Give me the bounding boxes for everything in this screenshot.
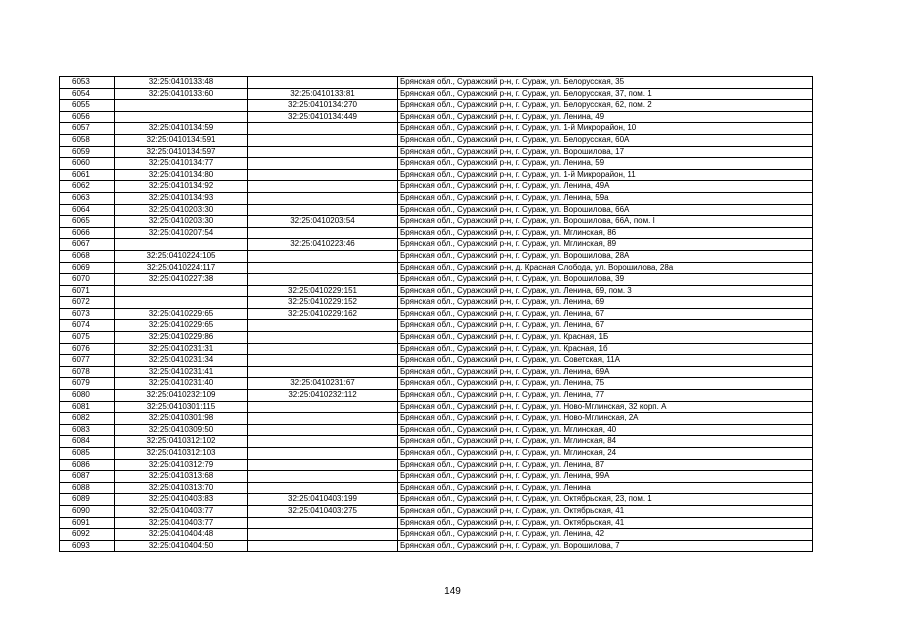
parcel-number-cell: 32:25:0410403:77 [115, 517, 248, 529]
premises-number-cell [248, 401, 398, 413]
row-number-cell: 6060 [60, 158, 115, 170]
premises-number-cell: 32:25:0410133:81 [248, 88, 398, 100]
address-cell: Брянская обл., Суражский р-н, г. Сураж, ул. Ленина, 87 [398, 459, 813, 471]
premises-number-cell [248, 471, 398, 483]
row-number-cell: 6092 [60, 529, 115, 541]
table-row [60, 181, 813, 193]
premises-number-cell [248, 529, 398, 541]
row-number-cell: 6077 [60, 355, 115, 367]
address-cell: Брянская обл., Суражский р-н, г. Сураж, ул. Ворошилова, 66А, пом. I [398, 216, 813, 228]
premises-number-cell: 32:25:0410231:67 [248, 378, 398, 390]
table-row [60, 100, 813, 112]
table-row [60, 158, 813, 170]
table-row [60, 274, 813, 286]
table-row [60, 343, 813, 355]
row-number-cell: 6059 [60, 146, 115, 158]
address-cell: Брянская обл., Суражский р-н, г. Сураж, ул. Белорусская, 60А [398, 134, 813, 146]
parcel-number-cell [115, 297, 248, 309]
address-cell: Брянская обл., Суражский р-н, г. Сураж, ул. Ленина, 69, пом. 3 [398, 285, 813, 297]
address-cell: Брянская обл., Суражский р-н, г. Сураж, ул. Ворошилова, 17 [398, 146, 813, 158]
address-cell: Брянская обл., Суражский р-н, г. Сураж, ул. Советская, 11А [398, 355, 813, 367]
parcel-number-cell: 32:25:0410232:109 [115, 390, 248, 402]
table-row [60, 239, 813, 251]
address-cell: Брянская обл., Суражский р-н, г. Сураж, ул. Мглинская, 40 [398, 424, 813, 436]
row-number-cell: 6084 [60, 436, 115, 448]
table-row [60, 77, 813, 89]
row-number-cell: 6089 [60, 494, 115, 506]
address-cell: Брянская обл., Суражский р-н, г. Сураж, ул. Ворошилова, 7 [398, 540, 813, 552]
row-number-cell: 6062 [60, 181, 115, 193]
address-cell: Брянская обл., Суражский р-н, г. Сураж, ул. Ново-Мглинская, 32 корп. А [398, 401, 813, 413]
table-row [60, 355, 813, 367]
row-number-cell: 6073 [60, 308, 115, 320]
row-number-cell: 6058 [60, 134, 115, 146]
premises-number-cell: 32:25:0410229:151 [248, 285, 398, 297]
parcel-number-cell: 32:25:0410312:103 [115, 448, 248, 460]
address-cell: Брянская обл., Суражский р-н, г. Сураж, ул. Белорусская, 62, пом. 2 [398, 100, 813, 112]
row-number-cell: 6081 [60, 401, 115, 413]
table-row [60, 401, 813, 413]
parcel-number-cell: 32:25:0410403:77 [115, 505, 248, 517]
address-cell: Брянская обл., Суражский р-н, г. Сураж, ул. Ворошилова, 66А [398, 204, 813, 216]
table-row [60, 517, 813, 529]
table-body [60, 77, 813, 552]
table-row [60, 413, 813, 425]
row-number-cell: 6074 [60, 320, 115, 332]
premises-number-cell: 32:25:0410203:54 [248, 216, 398, 228]
parcel-number-cell: 32:25:0410229:65 [115, 320, 248, 332]
address-cell: Брянская обл., Суражский р-н, г. Сураж, ул. Ленина, 49А [398, 181, 813, 193]
parcel-number-cell: 32:25:0410133:60 [115, 88, 248, 100]
premises-number-cell [248, 517, 398, 529]
parcel-number-cell: 32:25:0410404:50 [115, 540, 248, 552]
premises-number-cell [248, 436, 398, 448]
row-number-cell: 6055 [60, 100, 115, 112]
premises-number-cell: 32:25:0410403:275 [248, 505, 398, 517]
address-cell: Брянская обл., Суражский р-н, г. Сураж, ул. Ленина [398, 482, 813, 494]
table-row [60, 436, 813, 448]
row-number-cell: 6080 [60, 390, 115, 402]
address-cell: Брянская обл., Суражский р-н, г. Сураж, ул. Красная, 1Б [398, 332, 813, 344]
address-cell: Брянская обл., Суражский р-н, г. Сураж, ул. Ленина, 69А [398, 366, 813, 378]
parcel-number-cell: 32:25:0410229:65 [115, 308, 248, 320]
page-number: 149 [444, 586, 461, 597]
address-cell: Брянская обл., Суражский р-н, г. Сураж, ул. Ворошилова, 39 [398, 274, 813, 286]
address-cell: Брянская обл., Суражский р-н, г. Сураж, ул. Белорусская, 35 [398, 77, 813, 89]
parcel-number-cell: 32:25:0410231:40 [115, 378, 248, 390]
parcel-number-cell [115, 100, 248, 112]
parcel-number-cell: 32:25:0410404:48 [115, 529, 248, 541]
address-cell: Брянская обл., Суражский р-н, г. Сураж, ул. Ленина, 69 [398, 297, 813, 309]
parcel-number-cell: 32:25:0410313:68 [115, 471, 248, 483]
premises-number-cell [248, 262, 398, 274]
table-row [60, 169, 813, 181]
address-cell: Брянская обл., Суражский р-н, г. Сураж, ул. Белорусская, 37, пом. 1 [398, 88, 813, 100]
address-cell: Брянская обл., Суражский р-н, г. Сураж, ул. 1-й Микрорайон, 10 [398, 123, 813, 135]
premises-number-cell [248, 227, 398, 239]
premises-number-cell [248, 424, 398, 436]
table-row [60, 250, 813, 262]
premises-number-cell: 32:25:0410403:199 [248, 494, 398, 506]
premises-number-cell [248, 332, 398, 344]
premises-number-cell [248, 343, 398, 355]
address-cell: Брянская обл., Суражский р-н, г. Сураж, ул. Ленина, 59а [398, 192, 813, 204]
parcel-number-cell: 32:25:0410203:30 [115, 204, 248, 216]
premises-number-cell [248, 274, 398, 286]
parcel-number-cell: 32:25:0410227:38 [115, 274, 248, 286]
row-number-cell: 6065 [60, 216, 115, 228]
address-cell: Брянская обл., Суражский р-н, г. Сураж, ул. Мглинская, 89 [398, 239, 813, 251]
premises-number-cell: 32:25:0410134:270 [248, 100, 398, 112]
premises-number-cell [248, 169, 398, 181]
row-number-cell: 6072 [60, 297, 115, 309]
address-cell: Брянская обл., Суражский р-н, г. Сураж, ул. Мглинская, 84 [398, 436, 813, 448]
parcel-number-cell: 32:25:0410312:102 [115, 436, 248, 448]
table-row [60, 366, 813, 378]
premises-number-cell [248, 355, 398, 367]
premises-number-cell [248, 192, 398, 204]
premises-number-cell [248, 413, 398, 425]
address-cell: Брянская обл., Суражский р-н, д. Красная Слобода, ул. Ворошилова, 28а [398, 262, 813, 274]
table-row [60, 227, 813, 239]
premises-number-cell: 32:25:0410232:112 [248, 390, 398, 402]
parcel-number-cell: 32:25:0410301:115 [115, 401, 248, 413]
row-number-cell: 6090 [60, 505, 115, 517]
row-number-cell: 6057 [60, 123, 115, 135]
premises-number-cell [248, 482, 398, 494]
parcel-number-cell: 32:25:0410309:50 [115, 424, 248, 436]
parcel-number-cell: 32:25:0410312:79 [115, 459, 248, 471]
address-cell: Брянская обл., Суражский р-н, г. Сураж, ул. Октябрьская, 23, пом. 1 [398, 494, 813, 506]
table-row [60, 424, 813, 436]
row-number-cell: 6085 [60, 448, 115, 460]
table-row [60, 192, 813, 204]
row-number-cell: 6071 [60, 285, 115, 297]
parcel-number-cell: 32:25:0410229:86 [115, 332, 248, 344]
premises-number-cell [248, 181, 398, 193]
row-number-cell: 6069 [60, 262, 115, 274]
address-cell: Брянская обл., Суражский р-н, г. Сураж, ул. Мглинская, 86 [398, 227, 813, 239]
row-number-cell: 6093 [60, 540, 115, 552]
address-cell: Брянская обл., Суражский р-н, г. Сураж, ул. Октябрьская, 41 [398, 505, 813, 517]
table-row [60, 216, 813, 228]
table-row [60, 459, 813, 471]
table-row [60, 505, 813, 517]
parcel-number-cell: 32:25:0410224:105 [115, 250, 248, 262]
parcel-number-cell: 32:25:0410313:70 [115, 482, 248, 494]
table-row [60, 471, 813, 483]
parcel-number-cell: 32:25:0410134:93 [115, 192, 248, 204]
table-row [60, 308, 813, 320]
parcel-number-cell: 32:25:0410403:83 [115, 494, 248, 506]
property-table [59, 76, 813, 552]
row-number-cell: 6078 [60, 366, 115, 378]
table-row [60, 448, 813, 460]
premises-number-cell [248, 134, 398, 146]
parcel-number-cell: 32:25:0410134:597 [115, 146, 248, 158]
table-row [60, 123, 813, 135]
premises-number-cell [248, 250, 398, 262]
address-cell: Брянская обл., Суражский р-н, г. Сураж, ул. Ленина, 67 [398, 308, 813, 320]
row-number-cell: 6070 [60, 274, 115, 286]
parcel-number-cell: 32:25:0410134:77 [115, 158, 248, 170]
parcel-number-cell [115, 285, 248, 297]
table-row [60, 111, 813, 123]
address-cell: Брянская обл., Суражский р-н, г. Сураж, ул. Ленина, 75 [398, 378, 813, 390]
address-cell: Брянская обл., Суражский р-н, г. Сураж, ул. Ленина, 77 [398, 390, 813, 402]
premises-number-cell: 32:25:0410229:162 [248, 308, 398, 320]
premises-number-cell [248, 366, 398, 378]
table-row [60, 262, 813, 274]
premises-number-cell [248, 146, 398, 158]
row-number-cell: 6063 [60, 192, 115, 204]
premises-number-cell [248, 540, 398, 552]
address-cell: Брянская обл., Суражский р-н, г. Сураж, ул. Ново-Мглинская, 2А [398, 413, 813, 425]
row-number-cell: 6079 [60, 378, 115, 390]
premises-number-cell: 32:25:0410223:46 [248, 239, 398, 251]
parcel-number-cell [115, 239, 248, 251]
premises-number-cell [248, 123, 398, 135]
table-row [60, 540, 813, 552]
premises-number-cell [248, 77, 398, 89]
row-number-cell: 6068 [60, 250, 115, 262]
parcel-number-cell: 32:25:0410134:92 [115, 181, 248, 193]
table-row [60, 285, 813, 297]
table-row [60, 88, 813, 100]
address-cell: Брянская обл., Суражский р-н, г. Сураж, ул. Ленина, 67 [398, 320, 813, 332]
table-row [60, 320, 813, 332]
table-row [60, 332, 813, 344]
row-number-cell: 6054 [60, 88, 115, 100]
table-row [60, 204, 813, 216]
address-cell: Брянская обл., Суражский р-н, г. Сураж, ул. Мглинская, 24 [398, 448, 813, 460]
parcel-number-cell: 32:25:0410231:41 [115, 366, 248, 378]
parcel-number-cell: 32:25:0410301:98 [115, 413, 248, 425]
premises-number-cell [248, 158, 398, 170]
premises-number-cell: 32:25:0410229:152 [248, 297, 398, 309]
table-row [60, 146, 813, 158]
address-cell: Брянская обл., Суражский р-н, г. Сураж, ул. Ленина, 59 [398, 158, 813, 170]
address-cell: Брянская обл., Суражский р-н, г. Сураж, ул. 1-й Микрорайон, 11 [398, 169, 813, 181]
row-number-cell: 6091 [60, 517, 115, 529]
row-number-cell: 6066 [60, 227, 115, 239]
address-cell: Брянская обл., Суражский р-н, г. Сураж, ул. Октябрьская, 41 [398, 517, 813, 529]
address-cell: Брянская обл., Суражский р-н, г. Сураж, ул. Ленина, 99А [398, 471, 813, 483]
row-number-cell: 6064 [60, 204, 115, 216]
row-number-cell: 6067 [60, 239, 115, 251]
row-number-cell: 6056 [60, 111, 115, 123]
row-number-cell: 6082 [60, 413, 115, 425]
premises-number-cell: 32:25:0410134:449 [248, 111, 398, 123]
parcel-number-cell: 32:25:0410203:30 [115, 216, 248, 228]
parcel-number-cell: 32:25:0410224:117 [115, 262, 248, 274]
row-number-cell: 6087 [60, 471, 115, 483]
table-row [60, 494, 813, 506]
row-number-cell: 6061 [60, 169, 115, 181]
table-row [60, 529, 813, 541]
row-number-cell: 6086 [60, 459, 115, 471]
table-row [60, 482, 813, 494]
row-number-cell: 6075 [60, 332, 115, 344]
address-cell: Брянская обл., Суражский р-н, г. Сураж, ул. Ленина, 49 [398, 111, 813, 123]
row-number-cell: 6083 [60, 424, 115, 436]
parcel-number-cell [115, 111, 248, 123]
parcel-number-cell: 32:25:0410231:34 [115, 355, 248, 367]
table-row [60, 134, 813, 146]
table-row [60, 378, 813, 390]
parcel-number-cell: 32:25:0410207:54 [115, 227, 248, 239]
address-cell: Брянская обл., Суражский р-н, г. Сураж, ул. Красная, 1б [398, 343, 813, 355]
premises-number-cell [248, 204, 398, 216]
parcel-number-cell: 32:25:0410134:80 [115, 169, 248, 181]
row-number-cell: 6053 [60, 77, 115, 89]
table-row [60, 390, 813, 402]
premises-number-cell [248, 448, 398, 460]
premises-number-cell [248, 320, 398, 332]
parcel-number-cell: 32:25:0410134:591 [115, 134, 248, 146]
table-row [60, 297, 813, 309]
address-cell: Брянская обл., Суражский р-н, г. Сураж, ул. Ленина, 42 [398, 529, 813, 541]
premises-number-cell [248, 459, 398, 471]
parcel-number-cell: 32:25:0410231:31 [115, 343, 248, 355]
parcel-number-cell: 32:25:0410134:59 [115, 123, 248, 135]
row-number-cell: 6076 [60, 343, 115, 355]
address-cell: Брянская обл., Суражский р-н, г. Сураж, ул. Ворошилова, 28А [398, 250, 813, 262]
row-number-cell: 6088 [60, 482, 115, 494]
parcel-number-cell: 32:25:0410133:48 [115, 77, 248, 89]
